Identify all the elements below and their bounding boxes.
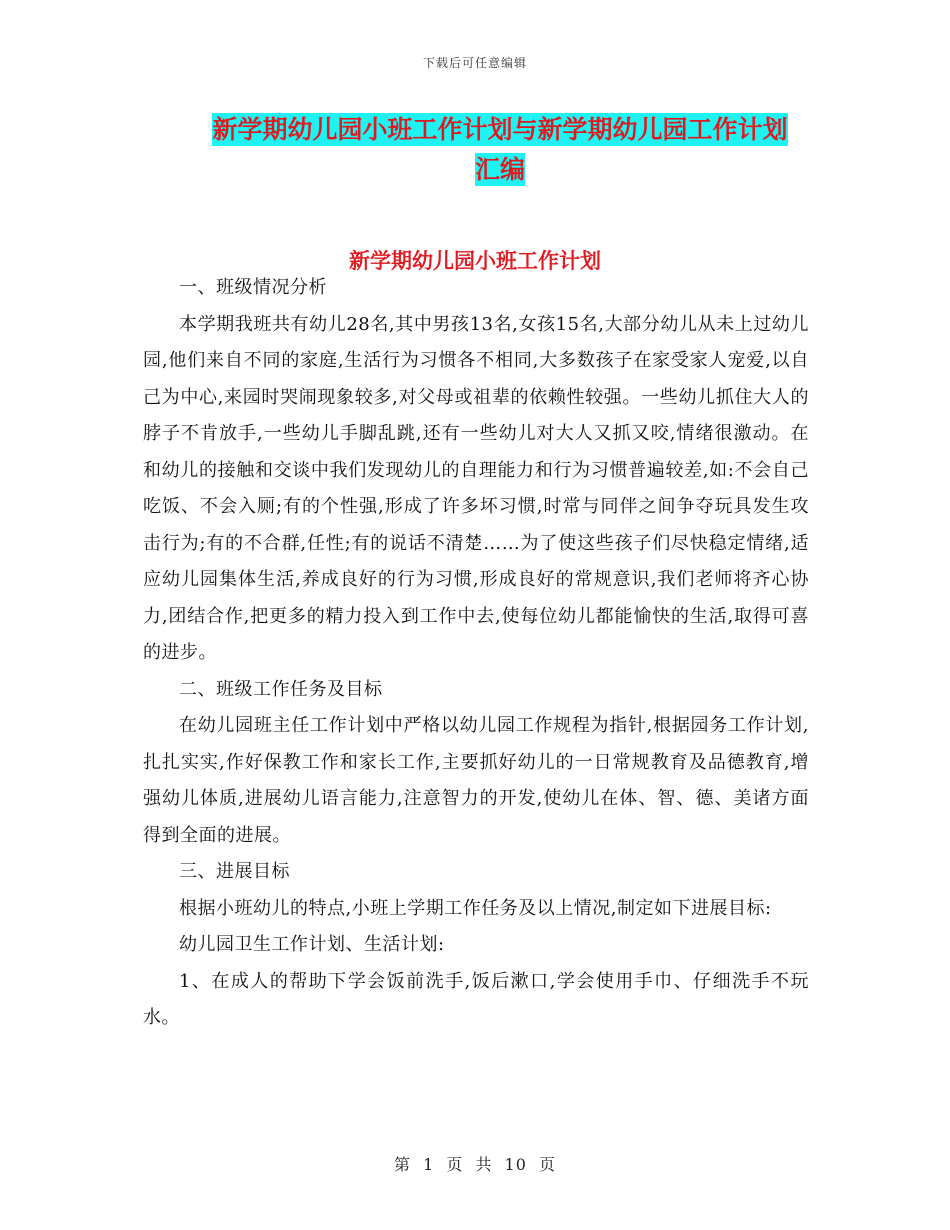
heading-tasks-goals: 二、班级工作任务及目标 [179, 678, 383, 700]
subheading-hygiene-plan: 幼儿园卫生工作计划、生活计划: [179, 934, 445, 955]
title-line-1: 新学期幼儿园小班工作计划与新学期幼儿园工作计划 [212, 115, 788, 144]
heading-development-goals: 三、进展目标 [179, 861, 290, 882]
title-line-2: 汇编 [474, 155, 525, 184]
page-footer: 第 1 页 共 10 页 [394, 1155, 556, 1174]
paragraph-tasks-goals: 在幼儿园班主任工作计划中严格以幼儿园工作规程为指针,根据园务工作计划,扎扎实实,作好保教工作和家长工作,主要抓好幼儿的一日常规教育及品德教育,增强幼儿体质,进展幼儿语言能力,注意智力的开发,使幼儿在体、智、德、美诸方面得到全面的进展。 [143, 715, 809, 846]
heading-class-analysis: 一、班级情况分析 [179, 277, 327, 298]
document-title [195, 110, 805, 190]
page-header-note: 下载后可任意编辑 [422, 56, 527, 70]
document-body [143, 270, 809, 1037]
list-item-1: 1、在成人的帮助下学会饭前洗手,饭后漱口,学会使用手巾、仔细洗手不玩水。 [143, 970, 809, 1028]
paragraph-class-analysis: 本学期我班共有幼儿28名,其中男孩13名,女孩15名,大部分幼儿从未上过幼儿园,他们来自不同的家庭,生活行为习惯各不相同,大多数孩子在家受家人宠爱,以自己为中心,来园时哭闹现象较多,对父母或祖辈的依赖性较强。一些幼儿抓住大人的脖子不肯放手,一些幼儿手脚乱跳,还有一些幼儿对大人又抓又咬,情绪很激动。在和幼儿的接触和交谈中我们发现幼儿的自理能力和行为习惯普遍较差,如:不会自己吃饭、不会入厕;有的个性强,形成了许多坏习惯,时常与同伴之间争夺玩具发生攻击行为;有的不合群,任性;有的说话不清楚……为了使这些孩子们尽快稳定情绪,适应幼儿园集体生活,养成良好的行为习惯,形成良好的常规意识,我们老师将齐心协力,团结合作,把更多的精力投入到工作中去,使每位幼儿都能愉快的生活,取得可喜的进步。 [143, 313, 809, 663]
paragraph-development-goals: 根据小班幼儿的特点,小班上学期工作任务及以上情况,制定如下进展目标: [179, 897, 772, 919]
section-title: 新学期幼儿园小班工作计划 [349, 249, 601, 273]
